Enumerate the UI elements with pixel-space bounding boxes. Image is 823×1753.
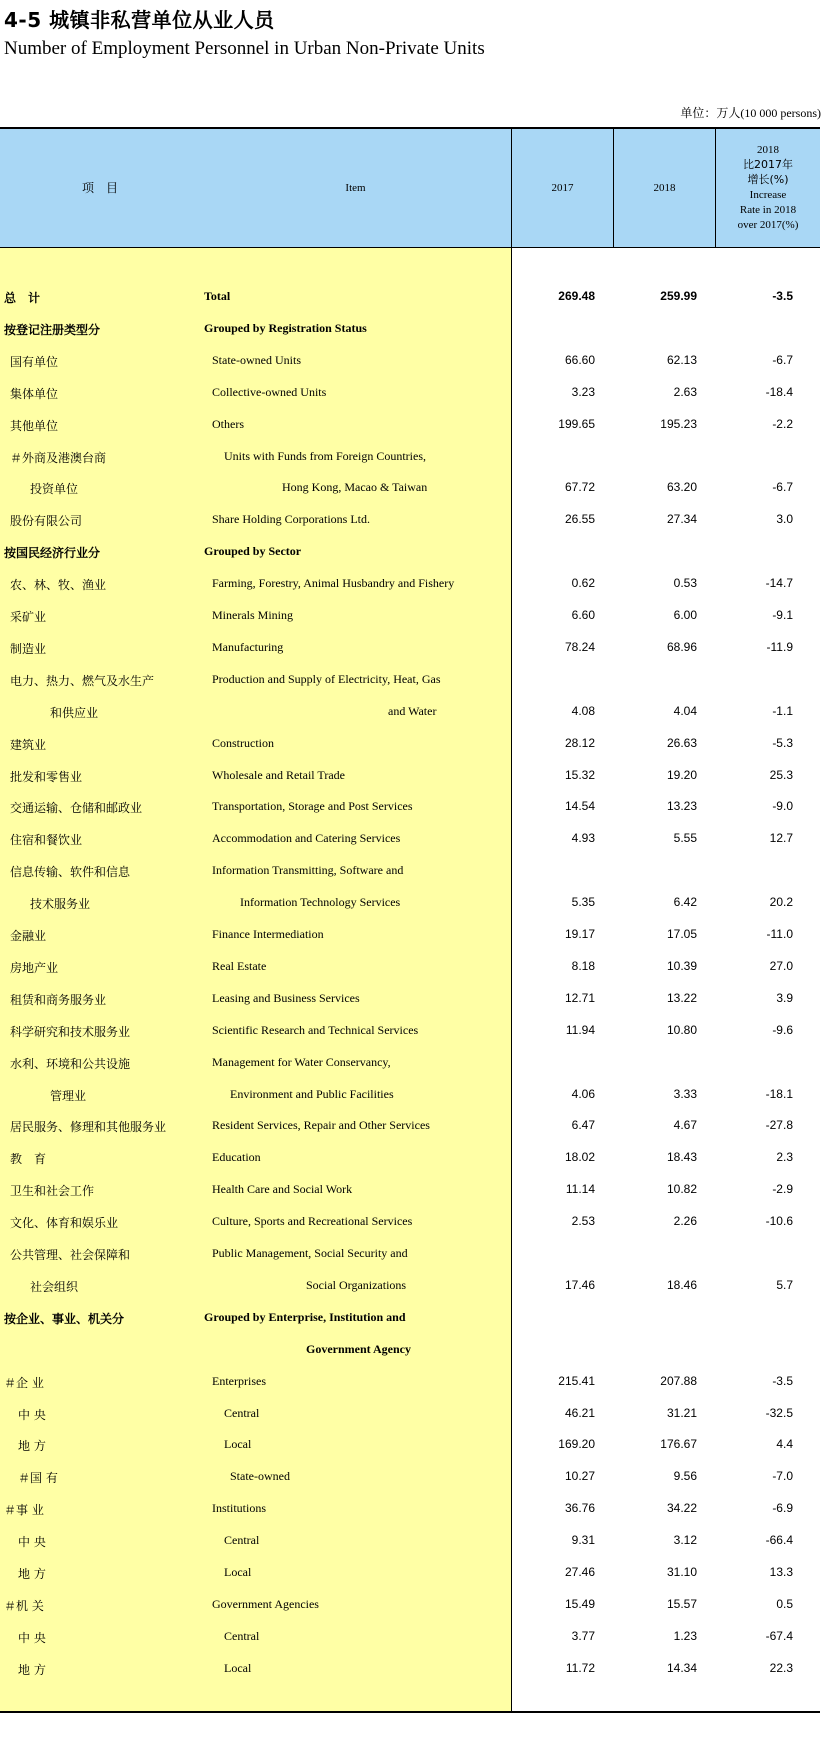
value-2018: 17.05: [666, 927, 697, 941]
header-rate-line: 2018: [757, 144, 779, 157]
header-rate-line: Rate in 2018: [739, 203, 797, 216]
row-label-cn: 股份有限公司: [10, 514, 83, 529]
table-row: [0, 535, 820, 567]
row-label-en: Local: [224, 1565, 252, 1579]
value-rate: 2.3: [776, 1150, 793, 1165]
value-2017: 15.32: [564, 767, 595, 782]
value-rate: 0.5: [776, 1596, 793, 1611]
value-2018: 31.21: [666, 1405, 697, 1420]
header-2018: 2018: [653, 181, 676, 194]
value-2018: 18.43: [666, 1150, 697, 1165]
value-2017: 6.47: [571, 1118, 595, 1133]
value-2018: 195.23: [660, 416, 697, 431]
row-label-cn: ＃事 业: [4, 1503, 44, 1518]
table-row: [0, 950, 820, 982]
row-label-en: Accommodation and Catering Services: [212, 831, 401, 846]
row-label-cn: ＃企 业: [4, 1375, 44, 1390]
row-label-en: Others: [212, 416, 244, 431]
value-2017: 12.71: [564, 990, 595, 1005]
page-title: 4-5 城镇非私营单位从业人员: [4, 8, 275, 32]
table-row: [0, 1173, 820, 1205]
table-row: [0, 376, 820, 408]
value-2017: 199.65: [558, 416, 595, 431]
value-2018: 4.67: [673, 1118, 697, 1133]
row-label-en: Grouped by Enterprise, Institution and: [204, 1309, 406, 1324]
row-label-cn: 国有单位: [10, 354, 59, 369]
value-2017: 4.93: [571, 831, 595, 846]
row-label-cn: 建筑业: [10, 737, 47, 752]
value-2018: 3.33: [673, 1086, 697, 1101]
row-label-en: Construction: [212, 735, 274, 750]
row-label-en: Government Agency: [306, 1341, 411, 1356]
row-label-en: Central: [224, 1405, 260, 1420]
value-2018: 9.56: [673, 1469, 697, 1484]
value-rate: -6.7: [772, 352, 793, 367]
table-row: [0, 790, 820, 822]
row-label-cn: ＃外商及港澳台商: [10, 450, 107, 465]
value-rate: -6.9: [772, 1501, 793, 1516]
row-label-cn: 地 方: [18, 1439, 46, 1454]
row-label-en: Farming, Forestry, Animal Husbandry and Fishery: [212, 576, 455, 591]
value-rate: -66.4: [765, 1533, 793, 1548]
row-label-cn: 教 育: [10, 1152, 47, 1167]
header-rate-line: 增长(%): [747, 173, 789, 187]
table-row: [0, 471, 820, 503]
table-row: [0, 1460, 820, 1492]
value-2018: 6.42: [673, 895, 697, 910]
value-2017: 28.12: [564, 735, 595, 750]
table-header: [0, 129, 820, 248]
value-rate: 4.4: [776, 1437, 793, 1452]
value-2018: 31.10: [666, 1565, 697, 1579]
table-row: [0, 503, 820, 535]
value-rate: -11.0: [766, 927, 793, 941]
value-2017: 67.72: [564, 480, 595, 495]
row-label-cn: 农、林、牧、渔业: [10, 578, 107, 593]
table-row: [0, 344, 820, 376]
table-row: [0, 1556, 820, 1588]
value-2017: 269.48: [558, 289, 595, 303]
row-label-en: and Water: [388, 703, 437, 718]
row-label-en: Grouped by Registration Status: [204, 320, 367, 335]
row-label-cn: 投资单位: [30, 482, 79, 497]
row-label-cn: 管理业: [50, 1088, 87, 1103]
value-2018: 207.88: [660, 1373, 697, 1388]
value-rate: -6.7: [772, 480, 793, 495]
row-label-cn: 中 央: [18, 1535, 46, 1550]
row-label-cn: 租赁和商务服务业: [10, 992, 107, 1007]
table-row: [0, 1397, 820, 1429]
value-rate: -3.5: [772, 1373, 793, 1388]
row-label-cn: ＃机 关: [4, 1598, 44, 1613]
value-2018: 10.80: [666, 1022, 697, 1037]
value-rate: 25.3: [769, 767, 793, 782]
value-2017: 14.54: [564, 799, 595, 814]
row-label-en: Transportation, Storage and Post Services: [212, 799, 413, 814]
header-rate-line: Increase: [749, 189, 787, 201]
value-2017: 8.18: [571, 958, 595, 973]
value-2017: 66.60: [564, 352, 595, 367]
value-rate: -11.9: [766, 639, 793, 654]
value-rate: 3.0: [776, 512, 793, 527]
row-label-en: Local: [224, 1437, 252, 1452]
value-2018: 13.23: [666, 799, 697, 814]
table-row: [0, 1620, 820, 1652]
row-label-en: Information Transmitting, Software and: [212, 863, 404, 878]
table-row: [0, 886, 820, 918]
table-row: [0, 1269, 820, 1301]
value-2017: 11.94: [565, 1022, 595, 1037]
value-2017: 10.27: [564, 1469, 595, 1484]
table-row: [0, 1428, 820, 1460]
value-rate: -9.1: [772, 608, 793, 622]
value-rate: -2.2: [772, 416, 793, 431]
row-label-cn: 住宿和餐饮业: [10, 833, 83, 848]
row-label-cn: 地 方: [18, 1567, 46, 1581]
row-label-cn: 集体单位: [10, 386, 59, 401]
row-label-en: Minerals Mining: [212, 608, 293, 622]
table-row: [0, 599, 820, 631]
value-rate: 12.7: [769, 831, 793, 846]
value-2017: 4.08: [571, 703, 595, 718]
divider-2017-2018: [613, 129, 614, 247]
row-label-cn: 科学研究和技术服务业: [10, 1024, 131, 1039]
value-2017: 46.21: [564, 1405, 595, 1420]
row-label-en: Environment and Public Facilities: [230, 1086, 394, 1101]
table-row: [0, 1652, 820, 1684]
value-2018: 2.63: [673, 384, 697, 399]
value-2017: 4.06: [571, 1086, 595, 1101]
value-2017: 2.53: [571, 1214, 595, 1229]
table-row: [0, 1141, 820, 1173]
table-row: [0, 631, 820, 663]
row-label-en: Public Management, Social Security and: [212, 1246, 408, 1260]
value-rate: -3.5: [772, 289, 793, 303]
header-2017: 2017: [551, 181, 574, 194]
header-rate: [716, 129, 820, 247]
value-2017: 27.46: [564, 1565, 595, 1579]
table-row: [0, 1524, 820, 1556]
row-label-en: Enterprises: [212, 1373, 266, 1388]
table-row: [0, 1333, 820, 1365]
value-2017: 17.46: [564, 1277, 595, 1292]
row-label-en: Institutions: [212, 1501, 267, 1516]
value-rate: 5.7: [776, 1277, 793, 1292]
row-label-cn: 按国民经济行业分: [4, 546, 101, 561]
row-label-en: Wholesale and Retail Trade: [212, 767, 345, 782]
row-label-en: Education: [212, 1150, 261, 1165]
row-label-cn: 批发和零售业: [10, 769, 83, 784]
value-2017: 19.17: [564, 927, 595, 941]
value-2017: 78.24: [564, 639, 595, 654]
value-2017: 215.41: [558, 1373, 595, 1388]
value-rate: -14.7: [765, 576, 793, 591]
row-label-en: Government Agencies: [212, 1596, 319, 1611]
value-2018: 15.57: [666, 1596, 697, 1611]
row-label-cn: 其他单位: [10, 418, 59, 433]
page-subtitle: Number of Employment Personnel in Urban Non-Private Units: [4, 38, 485, 59]
table-row: [0, 1492, 820, 1524]
table-row: [0, 727, 820, 759]
row-label-en: Share Holding Corporations Ltd.: [212, 512, 370, 527]
row-label-en: Health Care and Social Work: [212, 1182, 353, 1197]
row-label-en: Social Organizations: [306, 1277, 407, 1292]
value-2018: 19.20: [666, 767, 697, 782]
row-label-en: Collective-owned Units: [212, 384, 327, 399]
value-2017: 9.31: [571, 1533, 595, 1548]
value-2018: 26.63: [666, 735, 697, 750]
value-rate: -5.3: [772, 735, 793, 750]
value-rate: -1.1: [772, 703, 793, 718]
value-rate: 27.0: [769, 958, 793, 973]
value-2018: 18.46: [666, 1277, 697, 1292]
value-rate: -9.6: [772, 1022, 793, 1037]
table-row: [0, 1109, 820, 1141]
row-label-en: Finance Intermediation: [212, 927, 324, 941]
value-2017: 15.49: [564, 1596, 595, 1611]
row-label-cn: 地 方: [18, 1662, 46, 1677]
value-rate: -7.0: [772, 1469, 793, 1484]
value-rate: -10.6: [765, 1214, 793, 1229]
row-label-cn: 文化、体育和娱乐业: [10, 1216, 119, 1231]
value-rate: 3.9: [776, 990, 793, 1005]
value-rate: -18.4: [765, 384, 793, 399]
value-2017: 3.77: [571, 1628, 595, 1643]
row-label-en: Grouped by Sector: [204, 544, 302, 559]
row-label-cn: 制造业: [10, 641, 47, 656]
header-rate-line: over 2017(%): [737, 218, 799, 231]
row-label-en: Central: [224, 1533, 260, 1548]
value-rate: -27.8: [765, 1118, 793, 1133]
row-label-cn: 金融业: [10, 929, 47, 943]
value-2017: 26.55: [564, 512, 595, 527]
row-label-cn: 公共管理、社会保障和: [10, 1248, 131, 1262]
row-label-en: Culture, Sports and Recreational Services: [212, 1214, 413, 1229]
value-2018: 4.04: [673, 703, 697, 718]
row-label-en: State-owned: [230, 1469, 290, 1484]
value-2018: 34.22: [666, 1501, 697, 1516]
row-label-en: Units with Funds from Foreign Countries,: [224, 448, 427, 463]
table-row: [0, 1046, 820, 1078]
row-label-cn: 房地产业: [10, 960, 59, 975]
row-label-cn: 信息传输、软件和信息: [10, 865, 131, 880]
row-label-cn: 中 央: [18, 1630, 46, 1645]
row-label-en: State-owned Units: [212, 352, 301, 367]
value-2018: 27.34: [666, 512, 697, 527]
table-row: [0, 567, 820, 599]
header-item-cn: 项 目: [81, 180, 118, 195]
table-row: [0, 759, 820, 791]
row-label-en: Information Technology Services: [240, 895, 401, 910]
value-2018: 176.67: [660, 1437, 697, 1452]
value-rate: 22.3: [769, 1660, 793, 1675]
value-2018: 63.20: [666, 480, 697, 495]
value-2017: 36.76: [564, 1501, 595, 1516]
row-label-en: Leasing and Business Services: [212, 990, 360, 1005]
row-label-en: Scientific Research and Technical Services: [212, 1022, 419, 1037]
value-2018: 0.53: [673, 576, 697, 591]
table-row: [0, 312, 820, 344]
value-2018: 5.55: [673, 831, 697, 846]
value-2018: 259.99: [660, 289, 697, 303]
value-rate: -2.9: [772, 1182, 793, 1197]
value-rate: 20.2: [769, 895, 793, 910]
value-2017: 0.62: [571, 576, 595, 591]
value-2018: 10.82: [666, 1182, 697, 1197]
table-row: [0, 1365, 820, 1397]
table-row: [0, 822, 820, 854]
value-2017: 6.60: [571, 608, 595, 622]
value-rate: -9.0: [772, 799, 793, 814]
value-rate: 13.3: [769, 1565, 793, 1579]
value-2018: 1.23: [673, 1628, 697, 1643]
table-row: [0, 1588, 820, 1620]
value-2018: 6.00: [673, 608, 697, 622]
row-label-cn: 中 央: [18, 1407, 46, 1422]
row-label-cn: 技术服务业: [30, 897, 91, 912]
table-row: [0, 280, 820, 312]
row-label-cn: 总 计: [4, 291, 41, 305]
table-row: [0, 1078, 820, 1110]
table-row: [0, 1014, 820, 1046]
table-bottom-rule: [0, 1711, 820, 1713]
row-label-cn: 交通运输、仓储和邮政业: [10, 801, 143, 816]
table-row: [0, 408, 820, 440]
table-row: [0, 1205, 820, 1237]
value-2017: 11.72: [565, 1660, 595, 1675]
row-label-en: Management for Water Conservancy,: [212, 1054, 391, 1069]
value-2018: 14.34: [666, 1660, 697, 1675]
table-row: [0, 663, 820, 695]
row-label-en: Real Estate: [212, 958, 267, 973]
value-2017: 169.20: [558, 1437, 595, 1452]
header-rate-line: 比2017年: [743, 158, 793, 172]
table-row: [0, 695, 820, 727]
unit-label: 单位：万人(10 000 persons): [680, 106, 821, 120]
table-row: [0, 1237, 820, 1269]
value-2018: 62.13: [666, 352, 697, 367]
row-label-en: Production and Supply of Electricity, Heat, Gas: [212, 671, 441, 686]
table-row: [0, 918, 820, 950]
row-label-en: Local: [224, 1660, 252, 1675]
value-2017: 11.14: [565, 1182, 595, 1197]
row-label-en: Central: [224, 1628, 260, 1643]
row-label-cn: 电力、热力、燃气及水生产: [10, 673, 155, 688]
row-label-cn: 和供应业: [50, 705, 99, 720]
value-2018: 2.26: [673, 1214, 697, 1229]
table-row: [0, 1301, 820, 1333]
row-label-cn: 按企业、事业、机关分: [4, 1311, 125, 1326]
divider-2018-rate: [715, 129, 716, 247]
row-label-cn: 居民服务、修理和其他服务业: [10, 1120, 167, 1135]
row-label-cn: 社会组织: [30, 1279, 79, 1294]
row-label-cn: 水利、环境和公共设施: [10, 1056, 131, 1071]
value-2018: 3.12: [673, 1533, 697, 1548]
row-label-en: Resident Services, Repair and Other Services: [212, 1118, 430, 1133]
value-2018: 10.39: [666, 958, 697, 973]
table-row: [0, 440, 820, 472]
value-2018: 13.22: [666, 990, 697, 1005]
value-rate: -18.1: [765, 1086, 793, 1101]
value-2017: 18.02: [564, 1150, 595, 1165]
value-rate: -67.4: [765, 1628, 793, 1643]
value-2018: 68.96: [666, 639, 697, 654]
row-label-cn: ＃国 有: [18, 1471, 58, 1486]
table-row: [0, 854, 820, 886]
table-row: [0, 982, 820, 1014]
row-label-en: Total: [204, 289, 231, 303]
value-2017: 3.23: [571, 384, 595, 399]
row-label-en: Manufacturing: [212, 639, 284, 654]
value-2017: 5.35: [571, 895, 595, 910]
row-label-cn: 采矿业: [10, 610, 47, 624]
value-rate: -32.5: [765, 1405, 793, 1420]
row-label-en: Hong Kong, Macao & Taiwan: [282, 480, 428, 495]
row-label-cn: 按登记注册类型分: [4, 322, 101, 337]
row-label-cn: 卫生和社会工作: [10, 1184, 95, 1199]
header-item-en: Item: [345, 181, 366, 194]
